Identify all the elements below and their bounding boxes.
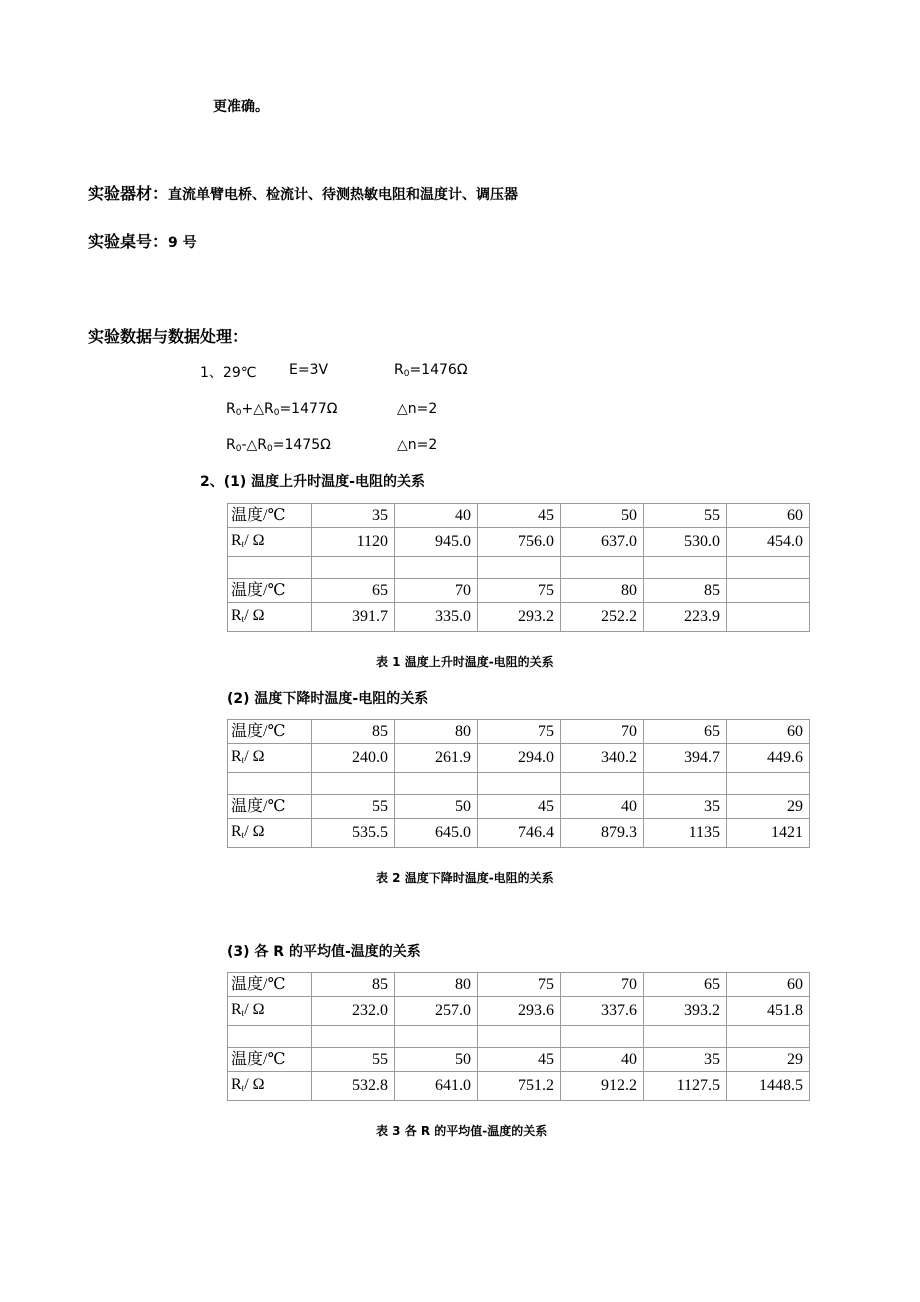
data-heading: 实验数据与数据处理： (88, 327, 249, 346)
table-row (228, 720, 810, 744)
item1-prefix: 1、29℃ (200, 365, 257, 381)
table-row (228, 795, 810, 819)
table-cell: 35 (312, 504, 395, 528)
table-cell: 40 (561, 1048, 644, 1072)
table3-caption: 表 3 各 R 的平均值-温度的关系 (376, 1124, 548, 1138)
resistance-label: $R_t/$ Ω (228, 819, 312, 848)
equipment-label: 实验器材： (88, 184, 169, 203)
table-cell: 641.0 (395, 1072, 478, 1101)
table-cell: 75 (478, 973, 561, 997)
temp-label: 温度/℃ (228, 579, 312, 603)
table-cell: 261.9 (395, 744, 478, 773)
table2-title: (2) 温度下降时温度-电阻的关系 (227, 691, 429, 707)
table2-caption: 表 2 温度下降时温度-电阻的关系 (376, 871, 554, 885)
table-cell: 40 (395, 504, 478, 528)
desk-value: 9 号 (168, 235, 197, 251)
table-cell (727, 579, 810, 603)
resistance-label: $R_t/$ Ω (228, 528, 312, 557)
table-cell: 1421 (727, 819, 810, 848)
table-cell: 85 (312, 973, 395, 997)
table-cell: 80 (395, 720, 478, 744)
table1-caption: 表 1 温度上升时温度-电阻的关系 (376, 655, 554, 669)
desk-label: 实验桌号： (88, 232, 169, 251)
table-cell: 240.0 (312, 744, 395, 773)
table-cell: 756.0 (478, 528, 561, 557)
item1-minus-dn: △n=2 (397, 437, 438, 453)
equipment-line (88, 181, 518, 204)
table-cell: 50 (395, 795, 478, 819)
table-row (228, 603, 810, 632)
table-cell: 70 (395, 579, 478, 603)
table-cell: 60 (727, 504, 810, 528)
table-cell: 1127.5 (644, 1072, 727, 1101)
table-cell: 75 (478, 720, 561, 744)
intro-tail: 更准确。 (213, 99, 269, 115)
table-cell: 85 (644, 579, 727, 603)
table-cell: 394.7 (644, 744, 727, 773)
table-cell: 912.2 (561, 1072, 644, 1101)
table-cell: 451.8 (727, 997, 810, 1026)
table-cell: 85 (312, 720, 395, 744)
table-row (228, 744, 810, 773)
table-cell: 637.0 (561, 528, 644, 557)
table-row (228, 997, 810, 1026)
table-cell: 335.0 (395, 603, 478, 632)
table-cell: 223.9 (644, 603, 727, 632)
table-cell: 535.5 (312, 819, 395, 848)
table-row (228, 528, 810, 557)
table-cell: 1135 (644, 819, 727, 848)
table-cell: 232.0 (312, 997, 395, 1026)
table-cell: 65 (312, 579, 395, 603)
table-cell: 55 (312, 1048, 395, 1072)
table-cell: 293.6 (478, 997, 561, 1026)
table-cell: 1120 (312, 528, 395, 557)
table-cell: 294.0 (478, 744, 561, 773)
table-cell: 65 (644, 973, 727, 997)
table-cell: 340.2 (561, 744, 644, 773)
table-cell: 746.4 (478, 819, 561, 848)
table-cell: 50 (561, 504, 644, 528)
table-cell: 454.0 (727, 528, 810, 557)
table-cell (727, 603, 810, 632)
table-cell: 530.0 (644, 528, 727, 557)
table-row (228, 1072, 810, 1101)
temp-label: 温度/℃ (228, 1048, 312, 1072)
table-row (228, 1048, 810, 1072)
table-cell: 75 (478, 579, 561, 603)
table3-title: (3) 各 R 的平均值-温度的关系 (227, 944, 421, 960)
desk-line (88, 229, 197, 252)
item1-r0-plus: $R_0+\triangle R_0=1477\Omega$ (226, 401, 338, 418)
table-cell: 55 (312, 795, 395, 819)
table-cell: 70 (561, 720, 644, 744)
table2 (227, 719, 810, 848)
table-cell: 1448.5 (727, 1072, 810, 1101)
table1 (227, 503, 810, 632)
table-cell: 29 (727, 1048, 810, 1072)
table-cell: 645.0 (395, 819, 478, 848)
table-row (228, 973, 810, 997)
table-cell: 449.6 (727, 744, 810, 773)
table-cell: 60 (727, 720, 810, 744)
equipment-value: 直流单臂电桥、检流计、待测热敏电阻和温度计、调压器 (168, 187, 519, 203)
temp-label: 温度/℃ (228, 504, 312, 528)
resistance-label: $R_t/$ Ω (228, 997, 312, 1026)
table-row (228, 773, 810, 795)
table-cell: 55 (644, 504, 727, 528)
table-cell: 391.7 (312, 603, 395, 632)
table-cell: 70 (561, 973, 644, 997)
table-cell: 60 (727, 973, 810, 997)
temp-label: 温度/℃ (228, 720, 312, 744)
table-cell: 45 (478, 1048, 561, 1072)
item1-r0: $R_0=1476\Omega$ (394, 362, 468, 379)
table-cell: 751.2 (478, 1072, 561, 1101)
table-cell: 35 (644, 795, 727, 819)
table-row (228, 504, 810, 528)
table3 (227, 972, 810, 1101)
table-cell: 45 (478, 795, 561, 819)
temp-label: 温度/℃ (228, 795, 312, 819)
table-cell: 337.6 (561, 997, 644, 1026)
temp-label: 温度/℃ (228, 973, 312, 997)
table-cell: 393.2 (644, 997, 727, 1026)
table-cell: 293.2 (478, 603, 561, 632)
table-row (228, 579, 810, 603)
item1-plus-dn: △n=2 (397, 401, 438, 417)
table-cell: 257.0 (395, 997, 478, 1026)
table-cell: 945.0 (395, 528, 478, 557)
table-cell: 80 (561, 579, 644, 603)
resistance-label: $R_t/$ Ω (228, 1072, 312, 1101)
table-cell: 80 (395, 973, 478, 997)
table-row (228, 557, 810, 579)
item1-e: E=3V (289, 362, 329, 378)
table1-title: 2、(1) 温度上升时温度-电阻的关系 (200, 474, 425, 490)
table-cell: 532.8 (312, 1072, 395, 1101)
resistance-label: $R_t/$ Ω (228, 603, 312, 632)
table-cell: 40 (561, 795, 644, 819)
table-row (228, 1026, 810, 1048)
table-row (228, 819, 810, 848)
table-cell: 252.2 (561, 603, 644, 632)
table-cell: 50 (395, 1048, 478, 1072)
table-cell: 65 (644, 720, 727, 744)
table-cell: 35 (644, 1048, 727, 1072)
table-cell: 45 (478, 504, 561, 528)
resistance-label: $R_t/$ Ω (228, 744, 312, 773)
table-cell: 879.3 (561, 819, 644, 848)
item1-r0-minus: $R_0-\triangle R_0=1475\Omega$ (226, 437, 331, 454)
table-cell: 29 (727, 795, 810, 819)
